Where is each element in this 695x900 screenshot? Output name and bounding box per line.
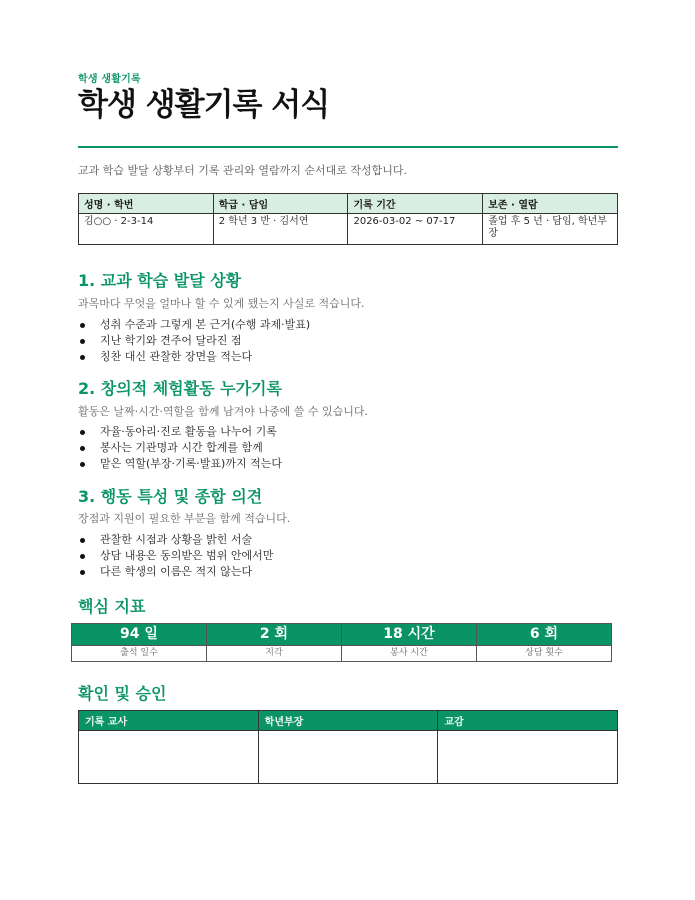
approval-signature-row bbox=[79, 731, 618, 784]
section-2-heading: 2. 창의적 체험활동 누가기록 bbox=[78, 379, 282, 398]
signature-box-grade-head[interactable] bbox=[258, 731, 438, 784]
info-header-period: 기록 기간 bbox=[348, 194, 483, 214]
metric-value-counseling: 6 회 bbox=[477, 624, 612, 646]
section-1-list bbox=[78, 317, 310, 365]
metrics-label-row bbox=[72, 646, 612, 662]
info-header-class: 학급 · 담임 bbox=[213, 194, 348, 214]
metric-value-volunteer: 18 시간 bbox=[342, 624, 477, 646]
list-item: 다른 학생의 이름은 적지 않는다 bbox=[78, 564, 273, 580]
info-header-row bbox=[79, 194, 618, 214]
metric-value-attendance: 94 일 bbox=[72, 624, 207, 646]
info-cell-retention: 졸업 후 5 년 · 담임, 학년부장 bbox=[483, 214, 618, 245]
document-title: 학생 생활기록 서식 bbox=[78, 87, 330, 123]
intro-text: 교과 학습 발달 상황부터 기록 관리와 열람까지 순서대로 작성합니다. bbox=[78, 164, 407, 177]
section-1-heading: 1. 교과 학습 발달 상황 bbox=[78, 271, 242, 290]
info-cell-class: 2 학년 3 반 · 김서연 bbox=[213, 214, 348, 245]
list-item: 지난 학기와 견주어 달라진 점 bbox=[78, 333, 310, 349]
info-header-retention: 보존 · 열람 bbox=[483, 194, 618, 214]
approval-header-vice-principal: 교감 bbox=[438, 711, 618, 731]
list-item: 칭찬 대신 관찰한 장면을 적는다 bbox=[78, 349, 310, 365]
approval-heading: 확인 및 승인 bbox=[78, 684, 167, 703]
metric-label-tardy: 지각 bbox=[207, 646, 342, 662]
metric-value-tardy: 2 회 bbox=[207, 624, 342, 646]
approval-table bbox=[78, 710, 618, 784]
info-value-row bbox=[79, 214, 618, 245]
list-item: 자율·동아리·진로 활동을 나누어 기록 bbox=[78, 424, 282, 440]
section-2-list bbox=[78, 424, 282, 472]
metric-label-counseling: 상담 횟수 bbox=[477, 646, 612, 662]
document-kicker: 학생 생활기록 bbox=[78, 74, 141, 85]
section-2-desc: 활동은 날짜·시간·역할을 함께 남겨야 나중에 쓸 수 있습니다. bbox=[78, 405, 368, 418]
signature-box-teacher[interactable] bbox=[79, 731, 259, 784]
section-3-desc: 장점과 지원이 필요한 부분을 함께 적습니다. bbox=[78, 512, 291, 525]
metrics-heading: 핵심 지표 bbox=[78, 597, 146, 616]
section-1-desc: 과목마다 무엇을 얼마나 할 수 있게 됐는지 사실로 적습니다. bbox=[78, 297, 365, 310]
list-item: 봉사는 기관명과 시간 합계를 함께 bbox=[78, 440, 282, 456]
signature-box-vice-principal[interactable] bbox=[438, 731, 618, 784]
section-3-heading: 3. 행동 특성 및 종합 의견 bbox=[78, 487, 263, 506]
list-item: 관찰한 시점과 상황을 밝힌 서술 bbox=[78, 532, 273, 548]
info-header-name: 성명 · 학번 bbox=[79, 194, 214, 214]
metrics-table bbox=[71, 623, 612, 662]
title-divider bbox=[78, 146, 618, 148]
info-cell-name: 김○○ · 2-3-14 bbox=[79, 214, 214, 245]
metric-label-attendance: 출석 일수 bbox=[72, 646, 207, 662]
student-info-table bbox=[78, 193, 618, 245]
metrics-value-row bbox=[72, 624, 612, 646]
section-3-list bbox=[78, 532, 273, 580]
list-item: 상담 내용은 동의받은 범위 안에서만 bbox=[78, 548, 273, 564]
list-item: 맡은 역할(부장·기록·발표)까지 적는다 bbox=[78, 456, 282, 472]
approval-header-grade-head: 학년부장 bbox=[258, 711, 438, 731]
list-item: 성취 수준과 그렇게 본 근거(수행 과제·발표) bbox=[78, 317, 310, 333]
metric-label-volunteer: 봉사 시간 bbox=[342, 646, 477, 662]
info-cell-period: 2026-03-02 ~ 07-17 bbox=[348, 214, 483, 245]
approval-header-teacher: 기록 교사 bbox=[79, 711, 259, 731]
approval-header-row bbox=[79, 711, 618, 731]
